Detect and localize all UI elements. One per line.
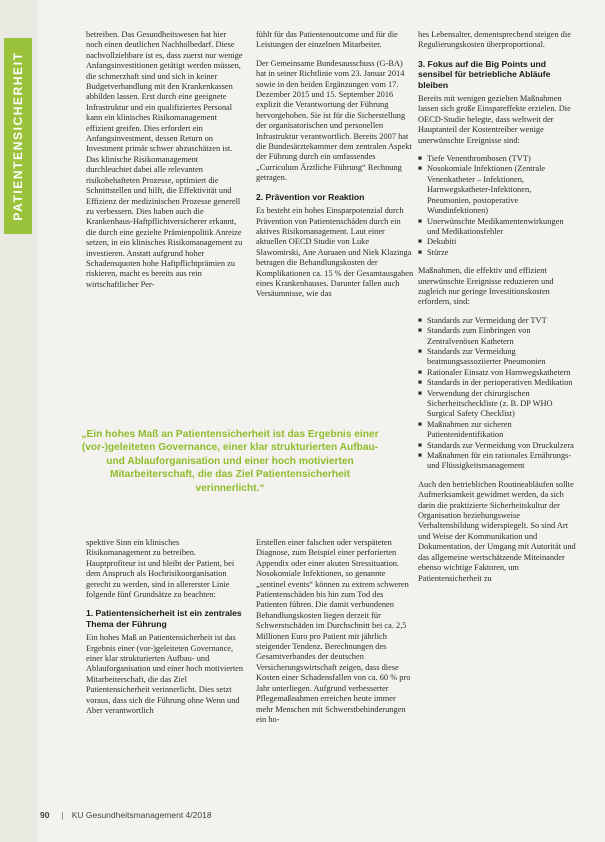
paragraph: Erstellen einer falschen oder verspäteten Diagnose, zum Beispiel einer perforierten Appendix oder einer akuten Stressituation. Nosokomiale Infektionen, so genannte „sentinel events“ können zu extrem schweren Patientenschäden bis hin zum Tod des Patienten führen. Die damit verbundenen Behandlungskosten liegen derzeit für Schwerstschäden im Durchschnitt bei ca. 2,5 Millionen Euro pro Patient mit jährlich steigender Tendenz. Berechnungen des Gesamtverbandes der deutschen Versicherungswirtschaft zeigen, dass diese Kosten einer Schadensfallen von ca. 60 % pro Jahr unterliegen. Aufgrund verbesserter Pflegemaßnahmen erreichen heute immer mehr Menschen mit Schwerstbehinderungen ein ho- bbox=[256, 538, 411, 724]
sidebar bbox=[0, 0, 38, 842]
list-item: ■ Nosokomiale Infektionen (Zentrale Venenkatheter – Infektionen, Harnwegskatheter-Infektionen, Pneumonien, postoperative Wundinfektionen) bbox=[418, 164, 576, 216]
paragraph: hes Lebensalter, dementsprechend steigen die Regulierungskosten überproportional. bbox=[418, 30, 571, 50]
list-item: ■ Unerwünschte Medikamentenwirkungen und Medikationsfehler bbox=[418, 217, 576, 238]
paragraph: Bereits mit wenigen gezielten Maßnahmen lassen sich große Einspareffekte erzielen. Die OECD-Studie belegte, dass weltweit der Hauptanteil der Kostentreiber wenige unerwünschte Ereignisse sind: bbox=[418, 94, 571, 145]
bullet-list-measures bbox=[418, 316, 576, 472]
page-number: 90 bbox=[40, 810, 50, 820]
list-item: ■ Dekubiti bbox=[418, 237, 576, 247]
column-2-top bbox=[256, 30, 414, 308]
list-item: ■ Standards zur Vermeidung beatmungsassoziierter Pneumonien bbox=[418, 347, 576, 368]
list-item: ■ Maßnahmen zur sicheren Patientenidentifikation bbox=[418, 420, 576, 441]
list-item: ■ Standards zum Einbringen von Zentralvenösen Kathetern bbox=[418, 326, 576, 347]
footer-separator: | bbox=[61, 810, 64, 820]
paragraph: spektive Sinn ein klinisches Risikomanagement zu betreiben. Hauptprofiteur ist und bleibt der Patient, bei dem Anspruch als Hochrisikoorganisation gerecht zu werden, sind in allererster Linie folgende fünf Grundsätze zu beachten: bbox=[86, 538, 235, 600]
column-3 bbox=[418, 30, 576, 592]
paragraph: Ein hohes Maß an Patientensicherheit ist das Ergebnis einer (vor-)geleiteten Governance, einer klar strukturierten Aufbau- und Ablauforganisation und einer hoch motivierten Mitarbeiterschaft, die das Ziel Patientensicherheit verinnerlicht. Dies setzt voraus, dass sich die Führung ohne Wenn und Aber verantwortlich bbox=[86, 633, 244, 716]
list-item: ■ Standards zur Vermeidung der TVT bbox=[418, 316, 576, 326]
paragraph: Es besteht ein hohes Einsparpotenzial durch Prävention von Patientenschäden durch ein aktives Risikomanagement. Laut einer aktuellen OECD Studie von Luke Slawomirski, Ane Auraaen und Niek Klazinga betragen die Behandlungskosten der Komplikationen ca. 15 % der Gesamtausgaben eines Krankenhauses. Darunter fallen auch Versäumnisse, wie das bbox=[256, 206, 414, 299]
bullet-list-cost-drivers bbox=[418, 154, 576, 258]
list-item: ■ Maßnahmen für ein rationales Ernährungs- und Flüssigkeitsmanagement bbox=[418, 451, 576, 472]
list-item: ■ Verwendung der chirurgischen Sicherheitscheckliste (z. B. DP WHO Surgical Safety Checklist) bbox=[418, 389, 576, 420]
paragraph: Der Gemeinsame Bundesausschuss (G-BA) hat in seiner Richtlinie vom 23. Januar 2014 sowie in den beiden Ergänzungen vom 17. Dezember 2015 und 15. September 2016 explizit die Verantwortung der Führung hervorgehoben. Sie ist für die Sicherstellung der organisatorischen und personellen Infrastruktur verantwortlich. Bereits 2007 hat die Bundesärztekammer dem zentralen Aspekt der Führung durch ein umfassendes „Curriculum Ärztliche Führung“ Rechnung getragen. bbox=[256, 58, 412, 183]
section-heading: 3. Fokus auf die Big Points und sensibel für betriebliche Abläufe bleiben bbox=[418, 58, 551, 90]
paragraph: Maßnahmen, die effektiv und effizient unerwünschte Ereignisse reduzieren und zugleich nur geringe Investitionskosten erfordern, sind: bbox=[418, 266, 554, 307]
section-heading: 1. Patientensicherheit ist ein zentrales Thema der Führung bbox=[86, 608, 242, 629]
column-1-top bbox=[86, 30, 244, 298]
journal-name: KU Gesundheitsmanagement 4/2018 bbox=[71, 810, 212, 820]
column-2-bottom bbox=[256, 538, 414, 733]
paragraph: Auch den betrieblichen Routineabläufen sollte Aufmerksamkeit gewidmet werden, da sich darin die praktizierte Sicherheitskultur der Organisation beziehungsweise Verhaltensbildung widerspiegelt. So sind Art und Weise der Kommunikation und Dokumentation, der Umgang mit Autorität und das allgemeine wertschätzende Miteinander ebenso wichtige Faktoren, um Patientensicherheit zu bbox=[418, 479, 576, 583]
list-item: ■ Standards in der perioperativen Medikation bbox=[418, 378, 576, 388]
pull-quote: „Ein hohes Maß an Patientensicherheit ist das Ergebnis einer (vor-)geleiteten Governance, einer klar strukturierten Aufbau- und Ablauforganisation und einer hoch motivierten Mitarbeiterschaft, die das Ziel Patientensicherheit verinnerlicht.“ bbox=[81, 429, 379, 494]
list-item: ■ Tiefe Venenthrombosen (TVT) bbox=[418, 154, 576, 164]
paragraph: fühlt für das Patientenoutcome und für die Leistungen der einzelnen Mitarbeiter. bbox=[256, 30, 398, 50]
list-item: ■ Rationaler Einsatz von Harnwegskathetern bbox=[418, 368, 576, 378]
column-1-bottom bbox=[86, 538, 244, 725]
list-item: ■ Standards zur Vermeidung von Druckulzera bbox=[418, 441, 576, 451]
paragraph: betreiben. Das Gesundheitswesen hat hier noch einen deutlichen Nachholbedarf. Diese nachvollziehbare ist es, dass zuerst nur wenige Anfangsinvestitionen getätigt werden müssen, die schmerzhaft sind und sich in keiner Budgetverhandlung mit den Krankenkassen abbilden lassen. Erst durch eine geeignete Infrastruktur und ein qualifiziertes Personal kann ein klinisches Risikomanagement effizient greifen. Dies erfordert ein Anfangsinvestment, dessen Return on Investment primär schwer abzuschätzen ist. Das klinische Risikomanagement durchleuchtet dabei alle relevanten risikobehafteten Prozesse, optimiert die Schnittstellen und hilft, die Effektivität und Effizienz der medizinischen Prozesse generell zu verbessern. Dies haben auch die Krankenhaus-Haftpflichtversicherer erkannt, die durch eine gezielte Prämienpolitik Anreize setzen, in ein klinisches Risikomanagement zu investieren. Anstatt aufgrund hoher Schadensquoten hohe Haftpflichtprämien zu riskieren, macht es bereits aus rein wirtschaftlicher Per- bbox=[86, 30, 243, 289]
footer bbox=[40, 810, 580, 820]
section-label: PATIENTENSICHERHEIT bbox=[11, 51, 25, 221]
section-heading: 2. Prävention vor Reaktion bbox=[256, 191, 365, 202]
list-item: ■ Stürze bbox=[418, 248, 576, 258]
